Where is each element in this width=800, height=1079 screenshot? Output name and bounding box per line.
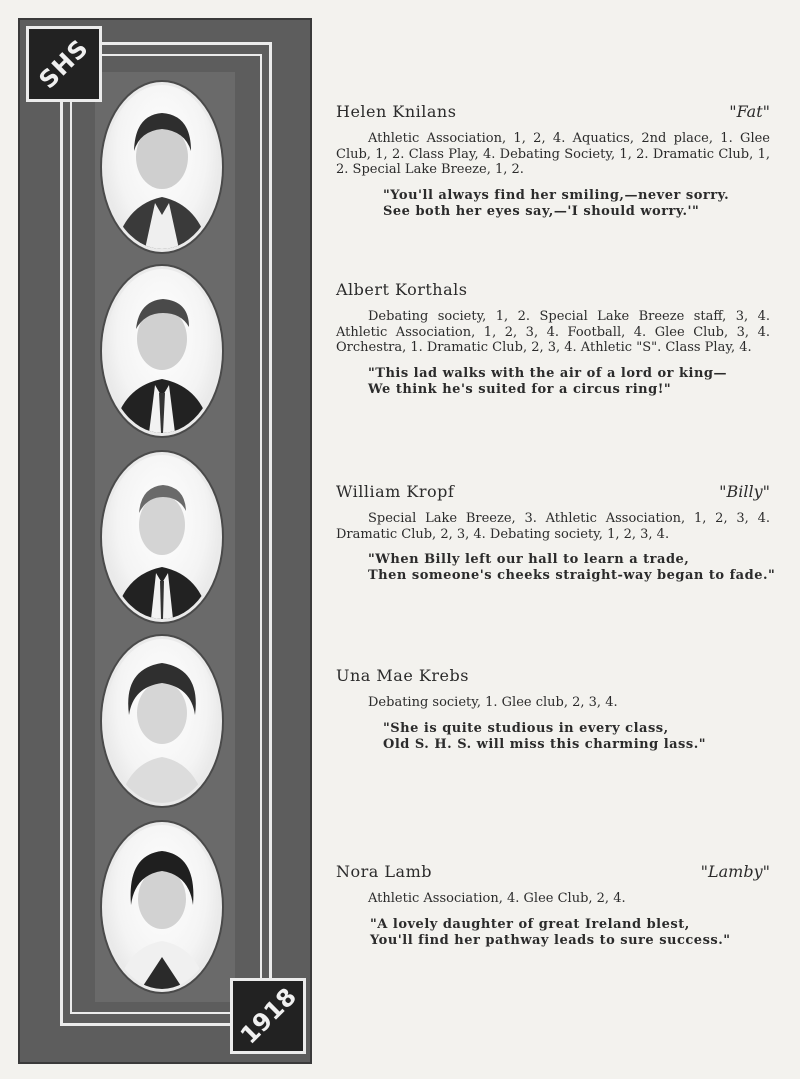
portrait-man-icon — [105, 269, 219, 433]
student-activities: Athletic Association, 4. Glee Club, 2, 4. — [368, 891, 626, 906]
student-quote — [336, 552, 776, 584]
portrait-panel — [18, 18, 312, 1064]
year-badge — [230, 978, 306, 1054]
student-quote — [336, 917, 770, 949]
quote-line: "This lad walks with the air of a lord or king— — [368, 365, 728, 381]
portrait-albert-korthals — [102, 266, 222, 436]
portrait-woman-icon — [105, 825, 219, 989]
quote-line: See both her eyes say,—'I should worry.'" — [383, 203, 700, 219]
quote-line: "When Billy left our hall to learn a trade, — [368, 552, 690, 567]
student-nickname: "Fat" — [729, 102, 770, 121]
quote-line: You'll find her pathway leads to sure success." — [370, 932, 731, 948]
portrait-nora-lamb — [102, 822, 222, 992]
portrait-william-kropf — [102, 452, 222, 622]
quote-line: We think he's suited for a circus ring!" — [368, 381, 672, 397]
student-activities: Athletic Association, 1, 2, 4. Aquatics, 2nd place, 1. Glee Club, 1, 2. Class Play, 4. Debating Society, 1, 2. Dramatic Club, 1, 2. Special Lake Breeze, 1, 2. — [336, 131, 770, 177]
student-name: Nora Lamb — [336, 862, 432, 881]
student-activities: Special Lake Breeze, 3. Athletic Association, 1, 2, 3, 4. Dramatic Club, 2, 3, 4. Debating society, 1, 2, 3, 4. — [336, 511, 770, 542]
year-badge-text: 1918 — [234, 982, 302, 1050]
student-quote — [336, 188, 770, 220]
quote-line: Then someone's cheeks straight-way began to fade." — [368, 568, 776, 583]
student-name: Helen Knilans — [336, 102, 457, 121]
student-activities: Debating society, 1. Glee club, 2, 3, 4. — [368, 695, 618, 710]
quote-line: Old S. H. S. will miss this charming lass." — [383, 736, 706, 752]
student-nickname: "Billy" — [719, 482, 770, 501]
quote-line: "You'll always find her smiling,—never sorry. — [383, 187, 730, 203]
quote-line: "She is quite studious in every class, — [383, 720, 669, 736]
portrait-helen-knilans — [102, 82, 222, 252]
student-entry — [336, 280, 770, 398]
portrait-man-icon — [105, 455, 219, 619]
portrait-woman-icon — [105, 85, 219, 249]
student-entry — [336, 102, 770, 220]
school-badge-text: SHS — [33, 33, 95, 95]
student-entry — [336, 482, 776, 584]
student-name: Albert Korthals — [336, 280, 468, 299]
portrait-una-mae-krebs — [102, 636, 222, 806]
quote-line: "A lovely daughter of great Ireland blest, — [370, 916, 690, 932]
student-entry — [336, 666, 770, 753]
student-name: Una Mae Krebs — [336, 666, 469, 685]
student-quote — [336, 366, 770, 398]
student-activities: Debating society, 1, 2. Special Lake Breeze staff, 3, 4. Athletic Association, 1, 2, 3, 4. Football, 4. Glee Club, 3, 4. Orchestra, 1. Dramatic Club, 2, 3, 4. Athletic "S". Class Play, 4. — [336, 309, 770, 355]
portrait-woman-icon — [105, 639, 219, 803]
student-entry — [336, 862, 770, 949]
student-name: William Kropf — [336, 482, 455, 501]
student-nickname: "Lamby" — [700, 862, 770, 881]
school-badge — [26, 26, 102, 102]
student-quote — [336, 721, 770, 753]
